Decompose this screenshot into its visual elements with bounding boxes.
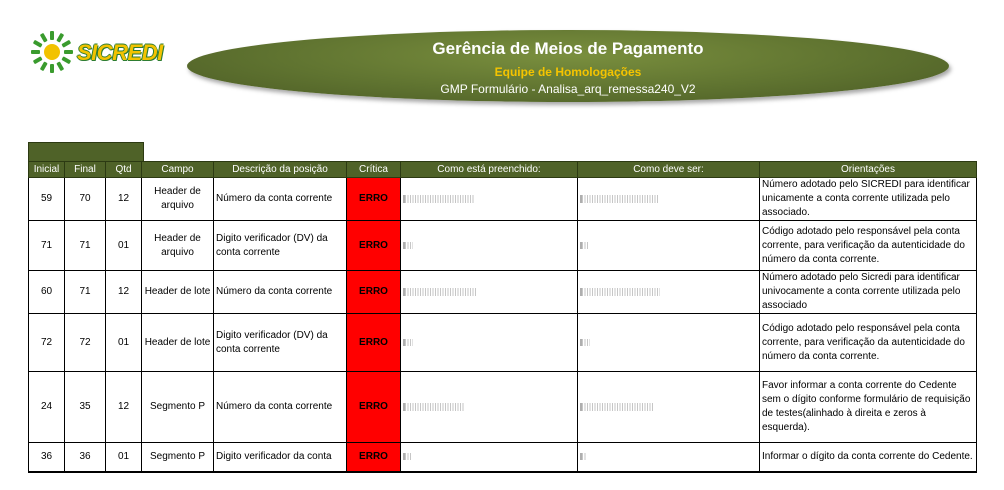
cell-como-deve — [578, 372, 760, 443]
banner-form-name: GMP Formulário - Analisa_arq_remessa240_V2 — [440, 82, 696, 96]
table-header-row — [29, 162, 977, 178]
col-como-deve: Como deve ser: — [578, 162, 760, 178]
cell-qtd: 01 — [106, 443, 142, 472]
cell-final: 71 — [65, 271, 106, 314]
cell-como-deve — [578, 443, 760, 472]
cell-descricao: Digito verificador (DV) da conta corrente — [214, 221, 347, 271]
expected-value-redacted — [580, 195, 658, 203]
cell-qtd: 12 — [106, 372, 142, 443]
col-orientacoes: Orientações — [760, 162, 977, 178]
cell-descricao: Digito verificador da conta — [214, 443, 347, 472]
cell-qtd: 12 — [106, 178, 142, 221]
cell-como-deve — [578, 178, 760, 221]
cell-descricao: Número da conta corrente — [214, 271, 347, 314]
cell-inicial: 60 — [29, 271, 65, 314]
cell-campo: Segmento P — [142, 443, 214, 472]
table-row — [29, 443, 977, 472]
cell-como-esta — [401, 314, 578, 372]
cell-campo: Header de arquivo — [142, 178, 214, 221]
table-row — [29, 221, 977, 271]
header-banner — [187, 30, 949, 102]
banner-title: Gerência de Meios de Pagamento — [432, 39, 704, 58]
table-row — [29, 314, 977, 372]
expected-value-redacted — [580, 242, 588, 249]
banner-subtitle: Equipe de Homologações — [494, 65, 642, 79]
table-pre-header — [28, 142, 144, 163]
cell-final: 35 — [65, 372, 106, 443]
col-final: Final — [65, 162, 106, 178]
expected-value-redacted — [580, 453, 586, 460]
cell-inicial: 72 — [29, 314, 65, 372]
cell-inicial: 59 — [29, 178, 65, 221]
cell-como-deve — [578, 221, 760, 271]
cell-campo: Header de arquivo — [142, 221, 214, 271]
cell-campo: Header de lote — [142, 314, 214, 372]
cell-descricao: Digito verificador (DV) da conta corrente — [214, 314, 347, 372]
cell-orientacoes: Código adotado pelo responsável pela conta corrente, para verificação da autenticidade do número da conta corrente. — [760, 314, 977, 372]
cell-critica-erro: ERRO — [347, 314, 401, 372]
cell-critica-erro: ERRO — [347, 443, 401, 472]
cell-final: 70 — [65, 178, 106, 221]
cell-orientacoes: Informar o dígito da conta corrente do Cedente. — [760, 443, 977, 472]
col-campo: Campo — [142, 162, 214, 178]
cell-orientacoes: Favor informar a conta corrente do Cedente sem o dígito conforme formulário de requisição de testes(alinhado à direita e zeros à esquerda). — [760, 372, 977, 443]
cell-como-esta — [401, 372, 578, 443]
cell-como-esta — [401, 221, 578, 271]
cell-como-esta — [401, 271, 578, 314]
expected-value-redacted — [580, 339, 590, 346]
analysis-table — [28, 161, 977, 473]
cell-descricao: Número da conta corrente — [214, 372, 347, 443]
cell-orientacoes: Número adotado pelo SICREDI para identificar unicamente a conta corrente utilizada pelo associado. — [760, 178, 977, 221]
cell-inicial: 36 — [29, 443, 65, 472]
cell-orientacoes: Número adotado pelo Sicredi para identificar univocamente a conta corrente utilizada pelo associado — [760, 271, 977, 314]
cell-inicial: 24 — [29, 372, 65, 443]
col-critica: Crítica — [347, 162, 401, 178]
table-row — [29, 178, 977, 221]
col-inicial: Inicial — [29, 162, 65, 178]
cell-critica-erro: ERRO — [347, 271, 401, 314]
filled-value-redacted — [403, 403, 465, 411]
cell-campo: Segmento P — [142, 372, 214, 443]
filled-value-redacted — [403, 339, 413, 346]
sicredi-sun-icon — [30, 30, 78, 78]
cell-campo: Header de lote — [142, 271, 214, 314]
cell-como-deve — [578, 314, 760, 372]
cell-qtd: 01 — [106, 221, 142, 271]
cell-descricao: Número da conta corrente — [214, 178, 347, 221]
table-row — [29, 271, 977, 314]
cell-critica-erro: ERRO — [347, 221, 401, 271]
cell-qtd: 01 — [106, 314, 142, 372]
expected-value-redacted — [580, 403, 654, 411]
filled-value-redacted — [403, 195, 475, 203]
logo-text: SICREDI — [77, 40, 163, 65]
col-como-esta: Como está preenchido: — [401, 162, 578, 178]
cell-como-deve — [578, 271, 760, 314]
cell-critica-erro: ERRO — [347, 372, 401, 443]
cell-como-esta — [401, 178, 578, 221]
cell-critica-erro: ERRO — [347, 178, 401, 221]
expected-value-redacted — [580, 288, 660, 296]
cell-final: 72 — [65, 314, 106, 372]
cell-final: 36 — [65, 443, 106, 472]
cell-final: 71 — [65, 221, 106, 271]
cell-qtd: 12 — [106, 271, 142, 314]
cell-como-esta — [401, 443, 578, 472]
filled-value-redacted — [403, 242, 413, 249]
table-row — [29, 372, 977, 443]
sicredi-logo — [30, 30, 180, 78]
col-qtd: Qtd — [106, 162, 142, 178]
col-descricao: Descrição da posição — [214, 162, 347, 178]
filled-value-redacted — [403, 288, 477, 296]
cell-orientacoes: Código adotado pelo responsável pela conta corrente, para verificação da autenticidade do número da conta corrente. — [760, 221, 977, 271]
cell-inicial: 71 — [29, 221, 65, 271]
filled-value-redacted — [403, 453, 412, 460]
